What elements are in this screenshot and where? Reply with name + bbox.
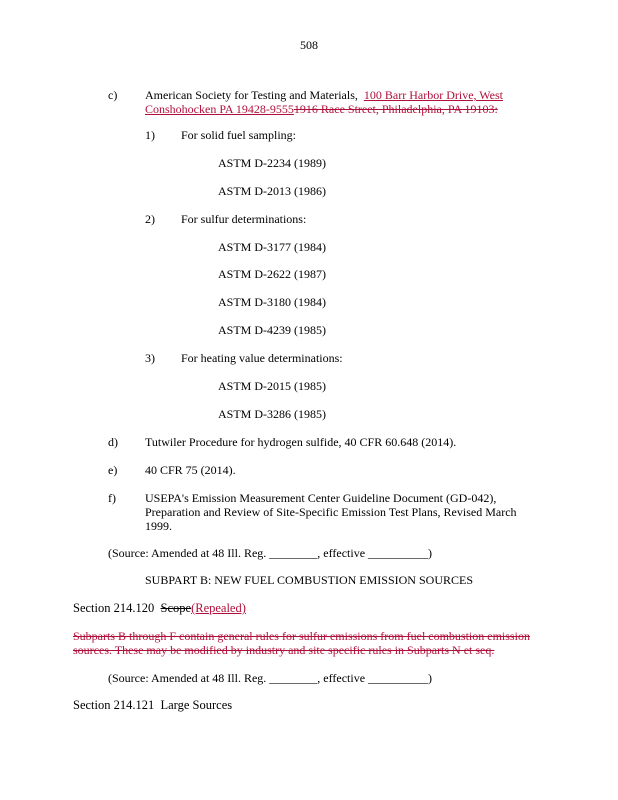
source-note: (Source: Amended at 48 Ill. Reg. ________, effective __________) — [108, 546, 433, 560]
section-120-title-deleted: Scope — [160, 601, 192, 615]
section-121-label: Section 214.121 — [73, 698, 155, 712]
item-c-text: American Society for Testing and Materials, — [145, 88, 358, 102]
standard-item: ASTM D-4239 (1985) — [218, 323, 326, 337]
item-f-line2: Preparation and Review of Site-Specific Emission Test Plans, Revised March — [145, 505, 517, 519]
standard-item: ASTM D-2015 (1985) — [218, 379, 326, 393]
standard-item: ASTM D-3180 (1984) — [218, 295, 326, 309]
item-d-label: d) — [108, 435, 118, 449]
deleted-paragraph-line2: sources. These may be modified by industry and site specific rules in Subparts N et seq. — [73, 643, 495, 657]
item-f-label: f) — [108, 491, 116, 505]
standard-item: ASTM D-2622 (1987) — [218, 267, 326, 281]
item-c-label: c) — [108, 88, 118, 102]
item-c-inserted-address-2: Conshohocken PA 19428-9555 — [145, 102, 294, 116]
standard-item: ASTM D-3177 (1984) — [218, 240, 326, 254]
subpart-heading: SUBPART B: NEW FUEL COMBUSTION EMISSION SOURCES — [144, 573, 473, 587]
item-c-deleted-address: 1916 Race Street, Philadelphia, PA 19103 — [293, 102, 495, 116]
section-121-title: Large Sources — [160, 698, 233, 712]
subitem-3-heading: For heating value determinations: — [181, 351, 343, 365]
item-e-label: e) — [108, 463, 118, 477]
item-c-trailing: : — [494, 102, 498, 116]
source-note: (Source: Amended at 48 Ill. Reg. ________, effective __________) — [108, 671, 433, 685]
subitem-2-label: 2) — [145, 212, 155, 226]
standard-item: ASTM D-2013 (1986) — [218, 184, 326, 198]
item-c-inserted-address-1: 100 Barr Harbor Drive, West — [363, 88, 503, 102]
standard-item: ASTM D-3286 (1985) — [218, 407, 326, 421]
section-121-heading — [73, 698, 232, 712]
item-c-line1 — [145, 88, 503, 102]
section-120-title-inserted: (Repealed) — [191, 601, 246, 615]
subitem-1-label: 1) — [145, 128, 155, 142]
section-120-heading — [73, 601, 246, 615]
item-c-line2 — [145, 102, 498, 116]
subitem-3-label: 3) — [145, 351, 155, 365]
deleted-paragraph-line1: Subparts B through F contain general rules for sulfur emissions from fuel combustion emission — [73, 629, 530, 643]
item-e-text: 40 CFR 75 (2014). — [145, 463, 236, 477]
item-d-text: Tutwiler Procedure for hydrogen sulfide, 40 CFR 60.648 (2014). — [145, 435, 457, 449]
standard-item: ASTM D-2234 (1989) — [218, 156, 326, 170]
item-f-line3: 1999. — [145, 519, 172, 533]
subitem-1-heading: For solid fuel sampling: — [181, 128, 296, 142]
subitem-2-heading: For sulfur determinations: — [181, 212, 307, 226]
section-120-label: Section 214.120 — [73, 601, 155, 615]
item-f-line1: USEPA's Emission Measurement Center Guideline Document (GD-042), — [145, 491, 497, 505]
page-number: 508 — [300, 38, 318, 52]
